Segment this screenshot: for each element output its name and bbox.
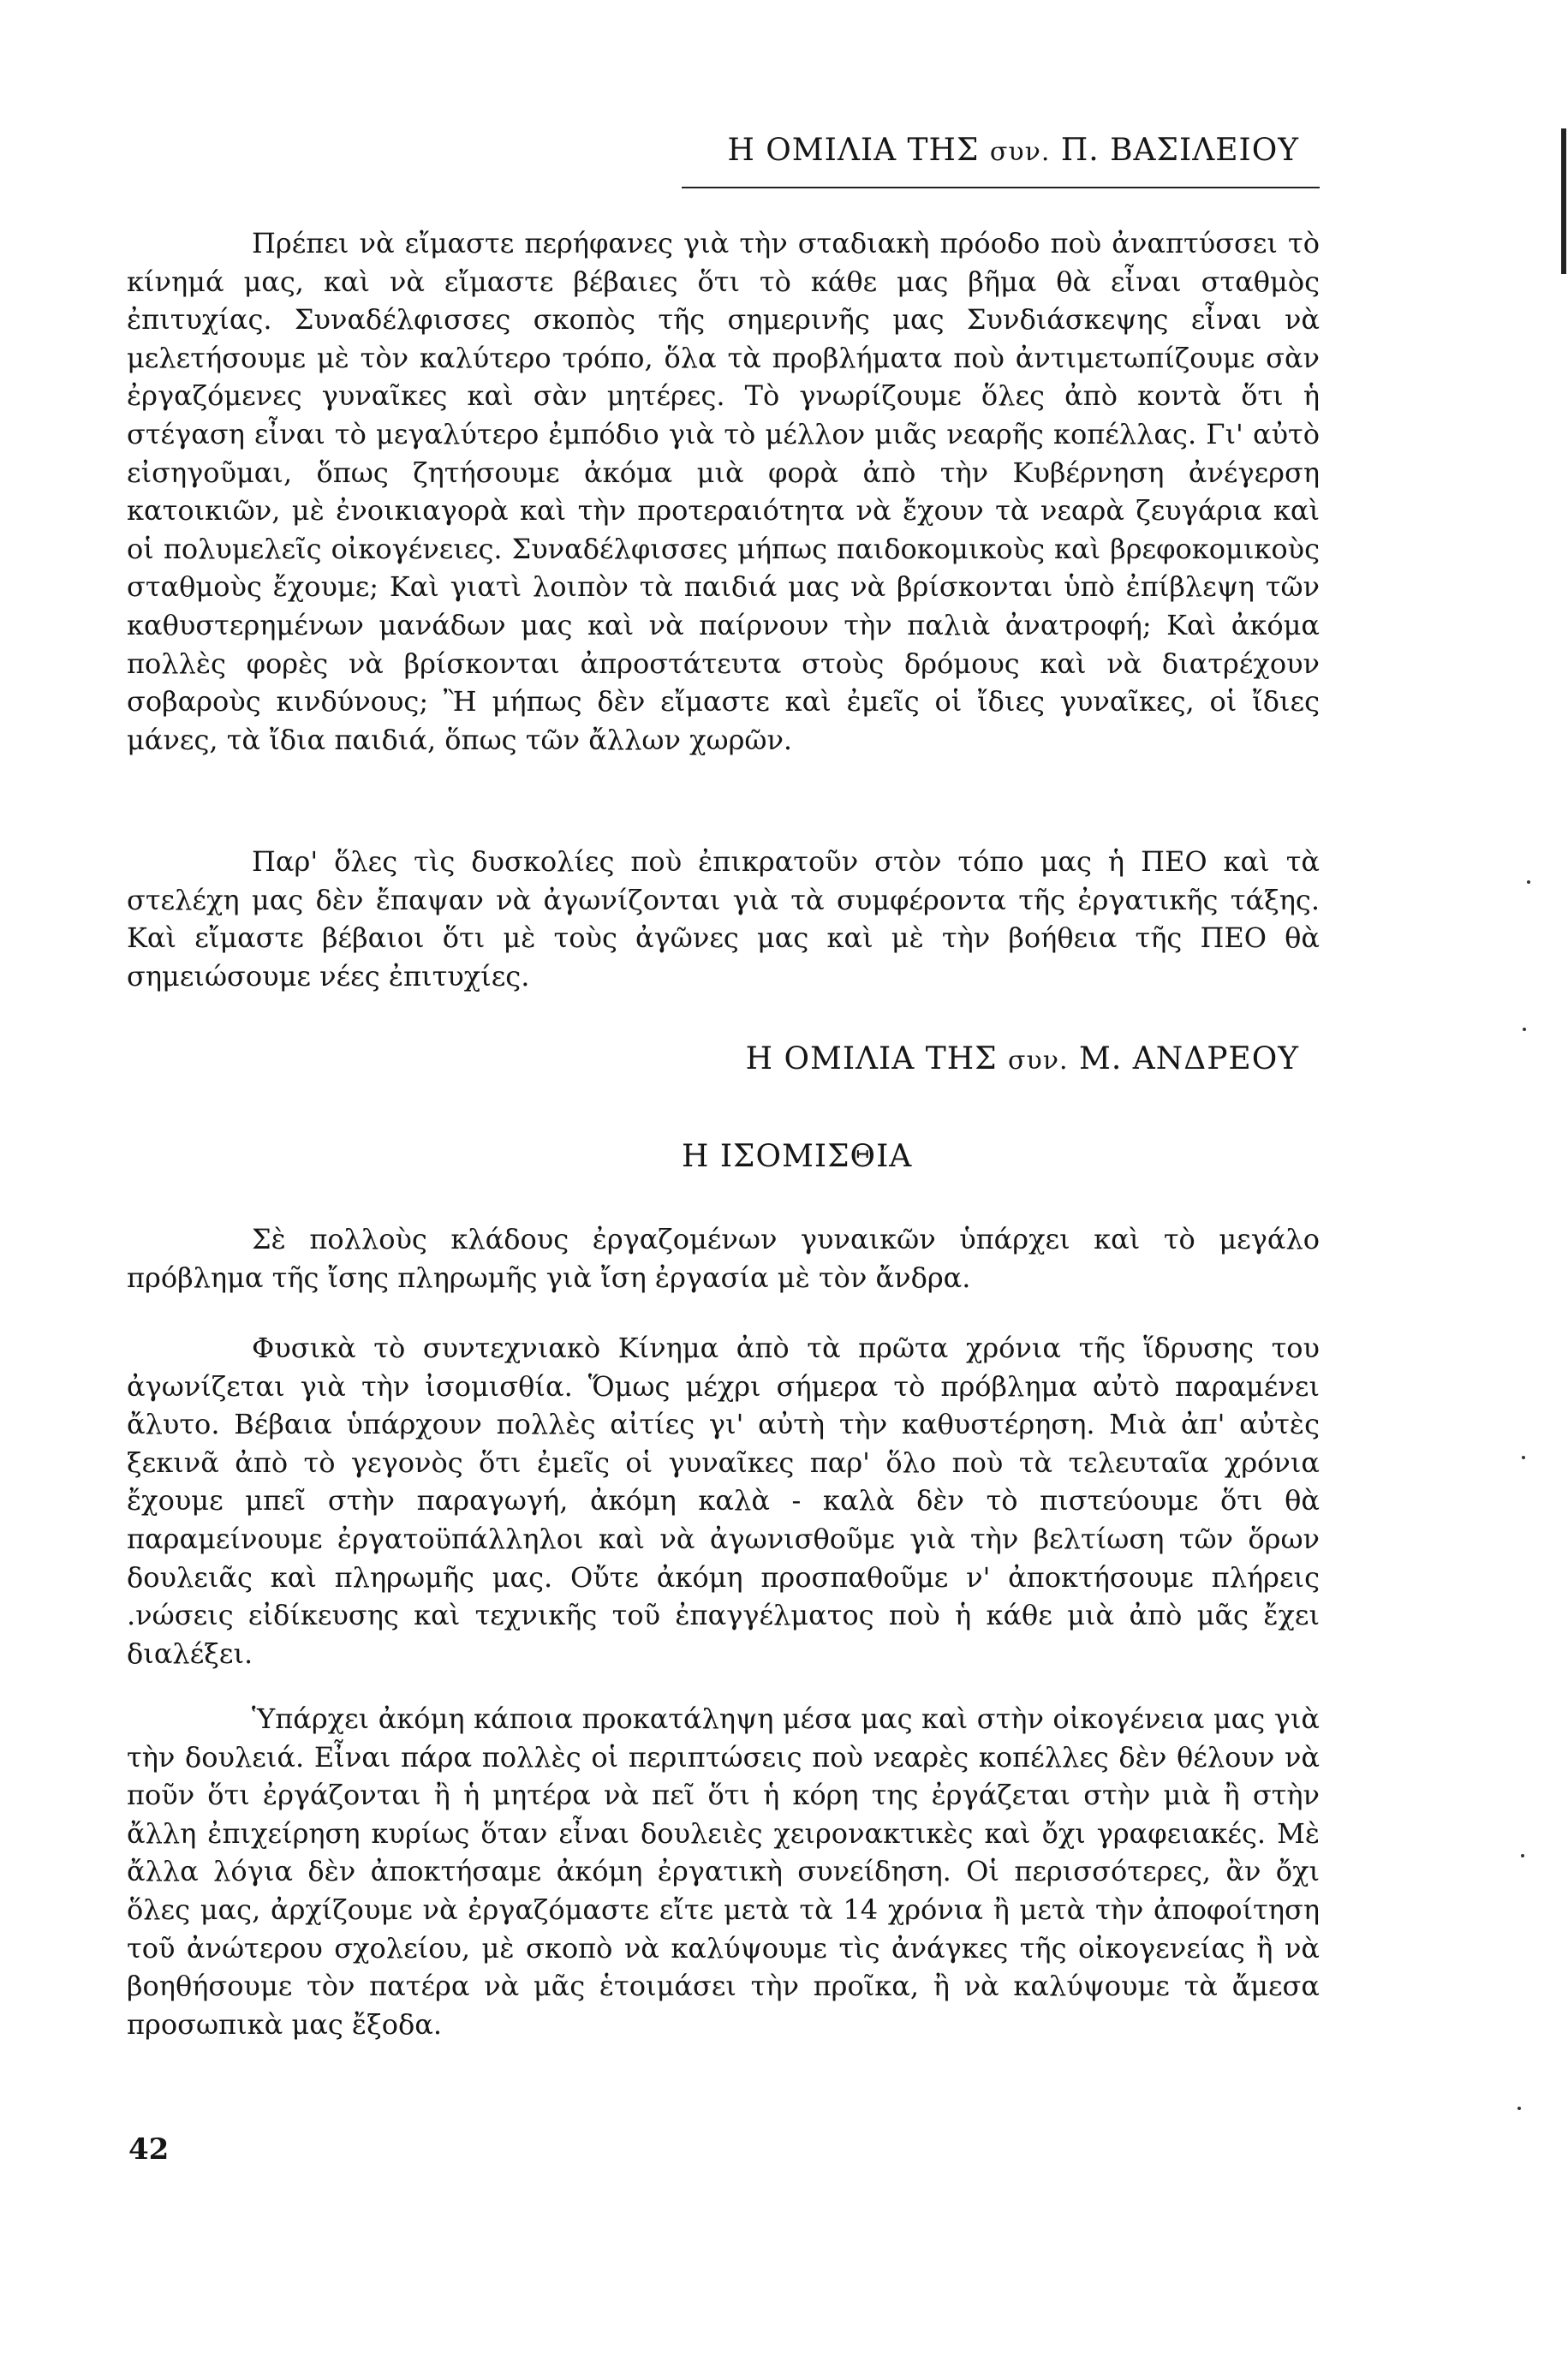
- scan-edge-mark: [1561, 128, 1566, 274]
- paragraph-equal-pay-intro: Σὲ πολλοὺς κλάδους ἐργαζομένων γυναικῶν ὑπάρχει καὶ τὸ μεγάλο πρόβλημα τῆς ἴσης πληρωμῆς γιὰ ἴση ἐργασία μὲ τὸν ἄνδρα.: [127, 1223, 1320, 1294]
- heading-abbr: συν.: [1008, 1046, 1069, 1076]
- section-title: Η ΙΣΟΜΙΣΘΙΑ: [682, 1139, 913, 1174]
- scan-speck: [1527, 880, 1530, 884]
- paragraph-peo-struggle: Παρ' ὅλες τὶς δυσκολίες ποὺ ἐπικρατοῦν στὸν τόπο μας ἡ ΠΕΟ καὶ τὰ στελέχη μας δὲν ἔπαψαν νὰ ἀγωνίζονται γιὰ τὰ συμφέροντα τῆς ἐργατικῆς τάξης. Καὶ εἴμαστε βέβαιοι ὅτι μὲ τοὺς ἀγῶνες μας καὶ μὲ τὴν βοήθεια τῆς ΠΕΟ θὰ σημειώσουμε νέες ἐπιτυχίες.: [127, 845, 1320, 993]
- scan-speck: [1522, 1456, 1525, 1459]
- speech-heading-andreou: [746, 1041, 1299, 1076]
- paragraph-equal-pay-history: Φυσικὰ τὸ συντεχνιακὸ Κίνημα ἀπὸ τὰ πρῶτα χρόνια τῆς ἵδρυσης του ἀγωνίζεται γιὰ τὴν ἰσομισθία. Ὅμως μέχρι σήμερα τὸ πρόβλημα αὐτὸ παραμένει ἄλυτο. Βέβαια ὑπάρχουν πολλὲς αἰτίες γι' αὐτὴ τὴν καθυστέρηση. Μιὰ ἀπ' αὐτὲς ξεκινᾶ ἀπὸ τὸ γεγονὸς ὅτι ἐμεῖς οἱ γυναῖκες παρ' ὅλο ποὺ τὰ τελευταῖα χρόνια ἔχουμε μπεῖ στὴν παραγωγή, ἀκόμη καλὰ - καλὰ δὲν τὸ πιστεύουμε ὅτι θὰ παραμείνουμε ἐργατοϋπάλληλοι καὶ νὰ ἀγωνισθοῦμε γιὰ τὴν βελτίωση τῶν ὅρων δουλειᾶς καὶ πληρωμῆς μας. Οὔτε ἀκόμη προσπαθοῦμε ν' ἀποκτήσουμε πλήρεις .νώσεις εἰδίκευσης καὶ τεχνικῆς τοῦ ἐπαγγέλματος ποὺ ἡ κάθε μιὰ ἀπὸ μᾶς ἔχει διαλέξει.: [127, 1332, 1320, 1670]
- heading-title: Η ΟΜΙΛΙΑ ΤΗΣ: [727, 133, 980, 168]
- paragraph-prejudice: Ὑπάρχει ἀκόμη κάποια προκατάληψη μέσα μας καὶ στὴν οἰκογένεια μας γιὰ τὴν δουλειά. Εἶναι πάρα πολλὲς οἱ περιπτώσεις ποὺ νεαρὲς κοπέλλες δὲν θέλουν νὰ ποῦν ὅτι ἐργάζονται ἢ ἡ μητέρα νὰ πεῖ ὅτι ἡ κόρη της ἐργάζεται στὴν μιὰ ἢ στὴν ἄλλη ἐπιχείρηση κυρίως ὅταν εἶναι δουλειὲς χειρονακτικὲς καὶ ὄχι γραφειακές. Μὲ ἄλλα λόγια δὲν ἀποκτήσαμε ἀκόμη ἐργατικὴ συνείδηση. Οἱ περισσότερες, ἂν ὄχι ὅλες μας, ἀρχίζουμε νὰ ἐργαζόμαστε εἴτε μετὰ τὰ 14 χρόνια ἢ μετὰ τὴν ἀποφοίτηση τοῦ ἀνώτερου σχολείου, μὲ σκοπὸ νὰ καλύψουμε τὶς ἀνάγκες τῆς οἰκογενείας ἢ νὰ βοηθήσουμε τὸν πατέρα νὰ μᾶς ἑτοιμάσει τὴν προῖκα, ἢ νὰ καλύψουμε τὰ ἄμεσα προσωπικὰ μας ἔξοδα.: [127, 1702, 1320, 2041]
- heading-speaker: Π. ΒΑΣΙΛΕΙΟΥ: [1060, 133, 1299, 168]
- paragraph-housing-childcare: Πρέπει νὰ εἴμαστε περήφανες γιὰ τὴν σταδιακὴ πρόοδο ποὺ ἀναπτύσσει τὸ κίνημά μας, καὶ νὰ εἴμαστε βέβαιες ὅτι τὸ κάθε μας βῆμα θὰ εἶναι σταθμὸς ἐπιτυχίας. Συναδέλφισσες σκοπὸς τῆς σημερινῆς μας Συνδιάσκεψης εἶναι νὰ μελετήσουμε μὲ τὸν καλύτερο τρόπο, ὅλα τὰ προβλήματα ποὺ ἀντιμετωπίζουμε σὰν ἐργαζόμενες γυναῖκες καὶ σὰν μητέρες. Τὸ γνωρίζουμε ὅλες ἀπὸ κοντὰ ὅτι ἡ στέγαση εἶναι τὸ μεγαλύτερο ἐμπόδιο γιὰ τὸ μέλλον μιᾶς νεαρῆς κοπέλλας. Γι' αὐτὸ εἰσηγοῦμαι, ὅπως ζητήσουμε ἀκόμα μιὰ φορὰ ἀπὸ τὴν Κυβέρνηση ἀνέγερση κατοικιῶν, μὲ ἐνοικιαγορὰ καὶ τὴν προτεραιότητα νὰ ἔχουν τὰ νεαρὰ ζευγάρια καὶ οἱ πολυμελεῖς οἰκογένειες. Συναδέλφισσες μήπως παιδοκομικοὺς καὶ βρεφοκομικοὺς σταθμοὺς ἔχουμε; Καὶ γιατὶ λοιπὸν τὰ παιδιά μας νὰ βρίσκονται ὑπὸ ἐπίβλεψη τῶν καθυστερημένων μανάδων μας καὶ νὰ παίρνουν τὴν παλιὰ ἀνατροφή; Καὶ ἀκόμα πολλὲς φορὲς νὰ βρίσκονται ἀπροστάτευτα στοὺς δρόμους καὶ νὰ διατρέχουν σοβαροὺς κινδύνους; Ἢ μήπως δὲν εἴμαστε καὶ ἐμεῖς οἱ ἴδιες γυναῖκες, οἱ ἴδιες μάνες, τὰ ἴδια παιδιά, ὅπως τῶν ἄλλων χωρῶν.: [127, 227, 1320, 756]
- heading-speaker: Μ. ΑΝΔΡΕΟΥ: [1078, 1041, 1299, 1076]
- scan-speck: [1523, 1028, 1526, 1031]
- speech-heading-vasileiou: [727, 133, 1299, 168]
- heading-abbr: συν.: [989, 137, 1051, 167]
- scan-speck: [1521, 1854, 1524, 1857]
- scan-speck: [1517, 2107, 1521, 2110]
- page-number: 42: [128, 2132, 170, 2167]
- heading-underline: [682, 187, 1320, 188]
- heading-title: Η ΟΜΙΛΙΑ ΤΗΣ: [745, 1041, 998, 1076]
